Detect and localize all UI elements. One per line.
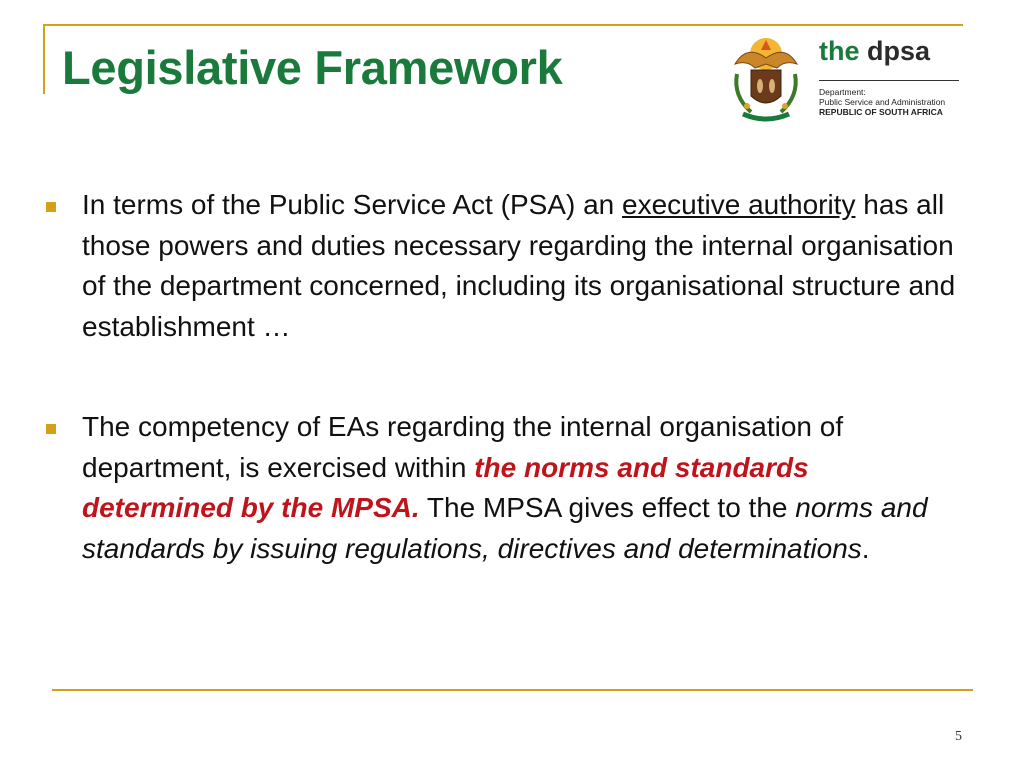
bullet-item — [44, 407, 974, 569]
bottom-border-rule — [52, 689, 973, 691]
page-number: 5 — [955, 729, 962, 744]
dpsa-wordmark: the dpsa — [819, 36, 931, 66]
slide-title: Legislative Framework — [62, 41, 563, 94]
bullet-square-icon — [46, 424, 56, 434]
bullet-square-icon — [46, 202, 56, 212]
slide-body — [44, 185, 974, 629]
top-border-rule — [43, 24, 963, 26]
logo-divider — [819, 80, 959, 81]
bullet-text: In terms of the Public Service Act (PSA) an executive authority has all those powers and duties necessary regarding the internal organisation of the department concerned, including its organisational structure and establishment … — [82, 189, 956, 342]
bullet-item — [44, 185, 974, 347]
dpsa-logo — [727, 34, 967, 130]
bullet-text: The competency of EAs regarding the internal organisation of department, is exercised within the norms and standards determined by the MPSA. The MPSA gives effect to the norms and standards by issuing regulations, directives and determinations. — [82, 411, 928, 564]
logo-department-text: Department: Public Service and Administration REPUBLIC OF SOUTH AFRICA — [819, 87, 946, 117]
coat-of-arms-icon — [727, 34, 805, 126]
norms-emphasis: the norms and standards determined by the MPSA. — [82, 451, 809, 523]
left-border-rule — [43, 24, 45, 94]
executive-authority-term: executive authority — [622, 189, 856, 220]
